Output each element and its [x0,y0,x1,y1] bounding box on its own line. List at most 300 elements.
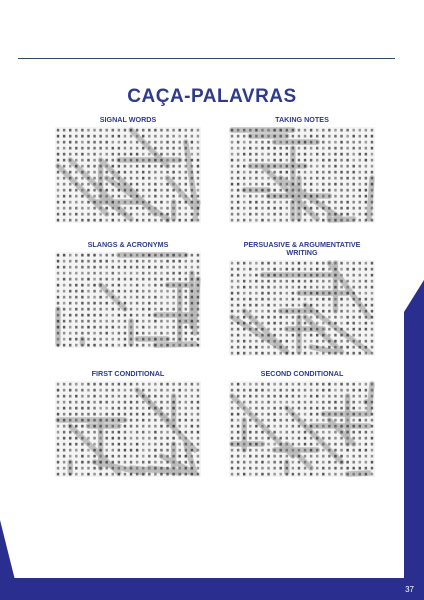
grid-letter [328,334,330,337]
word-search-grid[interactable] [229,381,375,477]
grid-letter [237,304,239,307]
grid-letter [273,346,275,349]
grid-letter [93,467,95,470]
grid-letter [237,322,239,325]
grid-letter [75,389,77,392]
grid-letter [352,135,354,138]
grid-letter [359,129,361,132]
grid-letter [154,153,156,156]
grid-letter [346,352,348,355]
grid-letter [292,310,294,313]
grid-letter [63,284,65,287]
grid-letter [371,395,373,398]
grid-letter [130,266,132,269]
grid-letter [118,326,120,329]
grid-letter [166,413,168,416]
grid-letter [63,314,65,317]
grid-letter [352,219,354,222]
grid-letter [334,413,336,416]
grid-letter [328,165,330,168]
grid-letter [334,201,336,204]
grid-letter [148,278,150,281]
grid-letter [243,419,245,422]
grid-letter [136,383,138,386]
grid-letter [124,183,126,186]
grid-letter [166,296,168,299]
grid-letter [328,274,330,277]
grid-letter [340,129,342,132]
grid-letter [304,262,306,265]
grid-letter [57,461,59,464]
grid-letter [231,268,233,271]
grid-letter [346,292,348,295]
grid-letter [249,141,251,144]
grid-letter [286,159,288,162]
grid-letter [172,302,174,305]
grid-letter [124,296,126,299]
grid-letter [346,135,348,138]
grid-letter [118,159,120,162]
grid-letter [118,320,120,323]
grid-letter [286,177,288,180]
grid-letter [178,425,180,428]
grid-letter [178,159,180,162]
grid-letter [261,352,263,355]
grid-letter [63,302,65,305]
grid-letter [322,389,324,392]
grid-letter [237,473,239,476]
grid-letter [261,455,263,458]
grid-letter [255,461,257,464]
grid-letter [112,308,114,311]
grid-letter [136,290,138,293]
grid-letter [172,425,174,428]
grid-letter [261,280,263,283]
grid-letter [160,455,162,458]
grid-letter [249,195,251,198]
grid-letter [328,407,330,410]
grid-letter [231,340,233,343]
grid-letter [75,407,77,410]
grid-letter [112,171,114,174]
grid-letter [267,413,269,416]
grid-letter [112,135,114,138]
grid-letter [57,413,59,416]
grid-letter [352,268,354,271]
grid-letter [160,473,162,476]
grid-letter [185,177,187,180]
grid-letter [191,219,193,222]
grid-letter [340,449,342,452]
grid-letter [231,195,233,198]
grid-letter [178,284,180,287]
grid-letter [286,389,288,392]
grid-letter [243,455,245,458]
grid-letter [322,183,324,186]
grid-letter [255,141,257,144]
grid-letter [112,413,114,416]
grid-letter [298,280,300,283]
grid-letter [359,443,361,446]
grid-letter [304,310,306,313]
grid-letter [346,310,348,313]
grid-letter [81,189,83,192]
grid-letter [273,455,275,458]
grid-letter [292,129,294,132]
grid-letter [136,284,138,287]
grid-letter [255,383,257,386]
grid-letter [69,431,71,434]
grid-letter [322,286,324,289]
grid-letter [69,455,71,458]
grid-letter [346,153,348,156]
grid-letter [346,425,348,428]
grid-letter [231,443,233,446]
grid-letter [273,219,275,222]
grid-letter [371,419,373,422]
grid-letter [160,431,162,434]
grid-letter [87,296,89,299]
grid-letter [243,189,245,192]
grid-letter [99,431,101,434]
grid-letter [154,326,156,329]
grid-letter [346,389,348,392]
grid-letter [352,177,354,180]
grid-letter [279,437,281,440]
grid-letter [69,401,71,404]
grid-letter [292,413,294,416]
grid-letter [172,290,174,293]
grid-letter [185,443,187,446]
grid-letter [279,165,281,168]
grid-letter [255,177,257,180]
grid-letter [237,425,239,428]
grid-letter [166,419,168,422]
puzzle-first-conditional [48,370,208,477]
grid-letter [191,467,193,470]
grid-letter [359,195,361,198]
grid-letter [359,268,361,271]
grid-letter [261,274,263,277]
grid-letter [87,201,89,204]
grid-letter [87,326,89,329]
grid-letter [346,473,348,476]
grid-letter [124,425,126,428]
grid-letter [267,352,269,355]
grid-letter [249,153,251,156]
grid-letter [340,401,342,404]
grid-letter [249,286,251,289]
grid-letter [191,461,193,464]
grid-letter [87,135,89,138]
grid-letter [105,455,107,458]
grid-letter [160,171,162,174]
grid-letter [142,338,144,341]
grid-letter [57,183,59,186]
grid-letter [255,310,257,313]
grid-letter [359,304,361,307]
grid-letter [310,135,312,138]
grid-letter [81,266,83,269]
grid-letter [365,352,367,355]
grid-letter [346,268,348,271]
grid-letter [63,437,65,440]
grid-letter [316,298,318,301]
grid-letter [63,467,65,470]
grid-letter [279,425,281,428]
grid-letter [105,219,107,222]
grid-letter [197,407,199,410]
grid-letter [371,129,373,132]
grid-letter [365,183,367,186]
grid-letter [286,280,288,283]
grid-letter [197,183,199,186]
grid-letter [75,207,77,210]
grid-letter [148,135,150,138]
grid-letter [346,413,348,416]
grid-letter [371,153,373,156]
grid-letter [352,310,354,313]
grid-letter [142,290,144,293]
grid-letter [304,274,306,277]
grid-letter [75,290,77,293]
grid-letter [292,437,294,440]
grid-letter [304,201,306,204]
grid-letter [237,262,239,265]
grid-letter [136,207,138,210]
grid-letter [286,437,288,440]
grid-letter [237,383,239,386]
grid-letter [166,171,168,174]
grid-letter [57,443,59,446]
grid-letter [273,461,275,464]
grid-letter [371,195,373,198]
grid-letter [255,304,257,307]
grid-letter [154,129,156,132]
grid-letter [130,207,132,210]
grid-letter [87,344,89,347]
grid-letter [346,334,348,337]
grid-letter [124,395,126,398]
grid-letter [322,304,324,307]
grid-letter [298,352,300,355]
grid-letter [249,346,251,349]
grid-letter [142,344,144,347]
grid-letter [87,419,89,422]
grid-letter [75,320,77,323]
grid-letter [185,171,187,174]
grid-letter [93,473,95,476]
grid-letter [118,260,120,263]
grid-letter [267,201,269,204]
grid-letter [197,284,199,287]
grid-letter [273,141,275,144]
grid-letter [197,201,199,204]
grid-letter [249,473,251,476]
grid-letter [261,286,263,289]
grid-letter [243,449,245,452]
grid-letter [197,278,199,281]
grid-letter [63,338,65,341]
grid-letter [359,425,361,428]
grid-letter [365,389,367,392]
grid-letter [69,147,71,150]
grid-letter [352,425,354,428]
grid-letter [304,449,306,452]
grid-letter [160,395,162,398]
grid-letter [371,431,373,434]
grid-letter [273,449,275,452]
grid-letter [371,346,373,349]
grid-letter [359,437,361,440]
grid-letter [197,171,199,174]
grid-letter [75,254,77,257]
grid-letter [316,443,318,446]
grid-letter [273,395,275,398]
grid-letter [69,407,71,410]
grid-letter [93,389,95,392]
grid-letter [124,129,126,132]
grid-letter [81,195,83,198]
grid-letter [346,262,348,265]
grid-letter [237,171,239,174]
word-search-grid[interactable] [229,260,375,356]
grid-letter [231,395,233,398]
grid-letter [310,280,312,283]
grid-letter [75,437,77,440]
grid-letter [185,165,187,168]
word-search-grid[interactable] [55,252,201,348]
grid-letter [178,201,180,204]
grid-letter [231,467,233,470]
grid-letter [160,308,162,311]
grid-letter [160,383,162,386]
grid-letter [57,213,59,216]
grid-letter [231,298,233,301]
grid-letter [365,455,367,458]
grid-letter [273,425,275,428]
grid-letter [178,308,180,311]
grid-letter [185,308,187,311]
grid-letter [298,207,300,210]
grid-letter [298,383,300,386]
grid-letter [63,407,65,410]
grid-letter [142,320,144,323]
grid-letter [365,129,367,132]
grid-letter [148,320,150,323]
grid-letter [154,302,156,305]
grid-letter [63,419,65,422]
grid-letter [298,455,300,458]
grid-letter [298,431,300,434]
grid-letter [191,401,193,404]
grid-letter [112,383,114,386]
grid-letter [334,286,336,289]
grid-letter [243,153,245,156]
grid-letter [231,183,233,186]
grid-letter [255,413,257,416]
grid-letter [112,183,114,186]
grid-letter [160,467,162,470]
grid-letter [316,395,318,398]
grid-letter [255,135,257,138]
grid-letter [322,473,324,476]
grid-letter [118,141,120,144]
grid-letter [172,129,174,132]
grid-letter [340,147,342,150]
word-search-grid[interactable] [229,127,375,223]
grid-letter [352,389,354,392]
grid-letter [112,407,114,410]
grid-letter [166,455,168,458]
grid-letter [69,314,71,317]
grid-letter [365,153,367,156]
grid-letter [142,183,144,186]
grid-letter [63,449,65,452]
grid-letter [178,344,180,347]
grid-letter [93,219,95,222]
grid-letter [142,219,144,222]
grid-letter [197,419,199,422]
grid-letter [130,290,132,293]
grid-letter [172,308,174,311]
grid-letter [136,278,138,281]
grid-letter [310,304,312,307]
grid-letter [105,395,107,398]
grid-letter [346,401,348,404]
grid-letter [63,401,65,404]
grid-letter [57,314,59,317]
grid-letter [304,183,306,186]
grid-letter [148,455,150,458]
grid-letter [178,419,180,422]
grid-letter [197,338,199,341]
grid-letter [365,262,367,265]
grid-letter [328,213,330,216]
grid-letter [93,338,95,341]
grid-letter [124,332,126,335]
grid-letter [142,207,144,210]
grid-letter [93,147,95,150]
grid-letter [81,443,83,446]
grid-letter [322,268,324,271]
grid-letter [267,467,269,470]
grid-letter [310,401,312,404]
grid-letter [365,328,367,331]
grid-letter [178,135,180,138]
word-search-grid[interactable] [55,381,201,477]
word-search-grid[interactable] [55,127,201,223]
grid-letter [292,147,294,150]
page-number: 37 [405,585,414,594]
grid-letter [231,171,233,174]
grid-letter [136,332,138,335]
grid-letter [172,284,174,287]
grid-letter [172,195,174,198]
grid-letter [130,165,132,168]
grid-letter [185,159,187,162]
grid-letter [340,322,342,325]
grid-letter [154,425,156,428]
grid-letter [130,278,132,281]
grid-letter [243,395,245,398]
grid-letter [118,443,120,446]
grid-letter [142,461,144,464]
grid-letter [81,165,83,168]
grid-letter [328,383,330,386]
grid-letter [243,274,245,277]
grid-letter [69,201,71,204]
